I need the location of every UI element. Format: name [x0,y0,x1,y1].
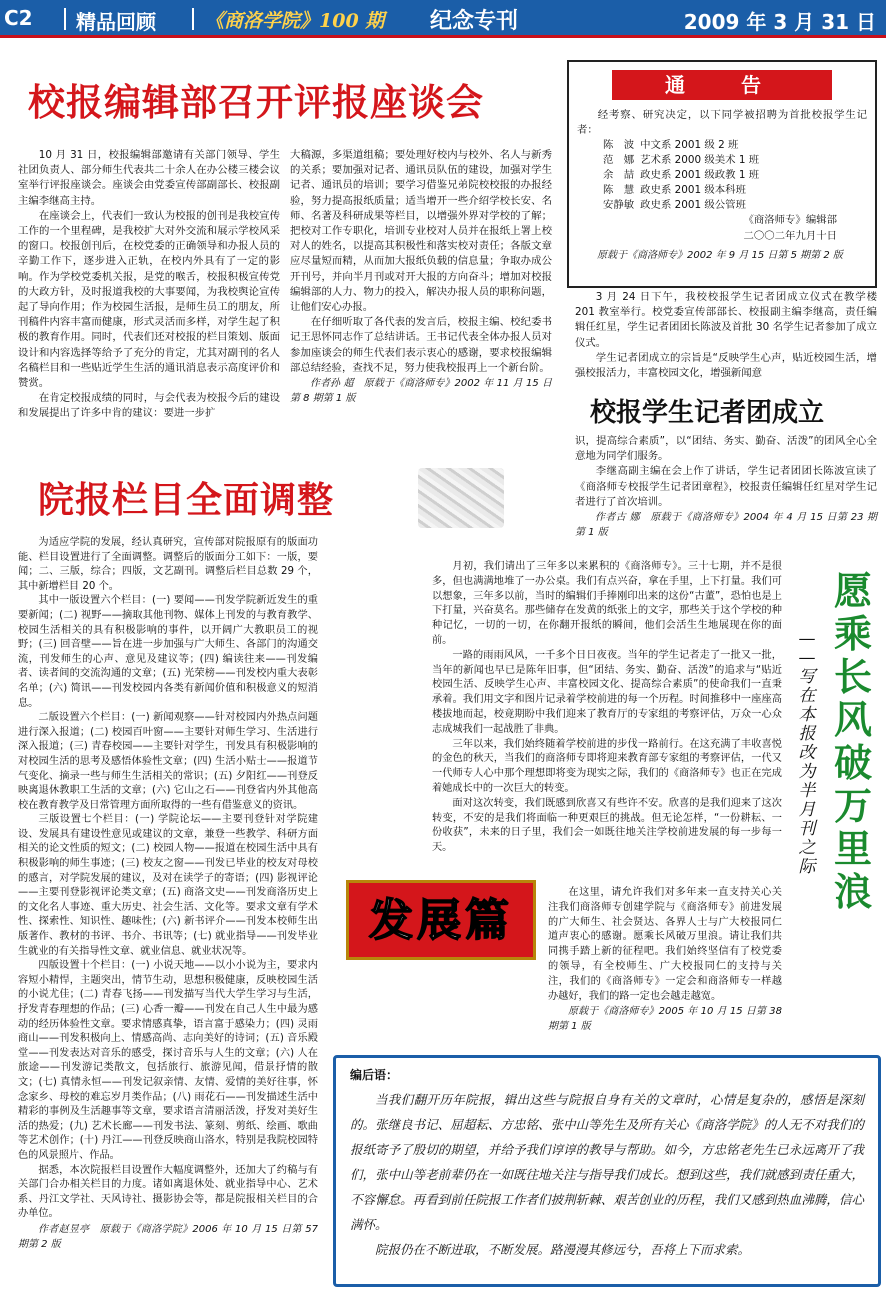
article1-para: 大稿源，多渠道组稿；要处理好校内与校外、名人与新秀的关系；要加强对记者、通讯员队伍的建设，加强对学生记者、通讯员的培训；要学习借鉴兄弟院校校报的办报经验，努力提高报纸质量；适当增开一些介绍学校长安、名师、名著及科研成果等栏目，以增强外界对学校的了解；把校对工作专职化，培训专业校对人员并在报纸上署上校对人的姓名，以提高其积极性和落实校对责任；各版文章应尽量短而精，从而加大报纸负载的信息量；争取办成公开刊号，并向半月刊或对开大报的方向奋斗；增加对校报编辑部的人力、物力的投入，解决办报人员的职称问题，让他们安心办报。 [290,149,552,314]
article4-title-char: 风 [833,698,872,742]
article1-para: 在座谈会上，代表们一致认为校报的创刊是我校宣传工作的一个里程碑，是我校扩大对外交流和展示学校风采的窗口。校报创刊后，在校党委的正确领导和办报人员的辛勤工作下，逐步进入正轨，在校内外具有了一定的影响。作为学校党委机关报，是党的喉舌，校报积极宣传党的大政方针，及时报道我校的大事要闻，为我校舆论宣传起了导向作用；作为校园生活报，是师生员工的朋友，所刊稿件内容丰富而健康，形式灵活而多样，对学生起了积极的教育作用。同时，代表们还对校报的栏目策划、版面设计和内容选择等给予了充分的肯定，尤其对副刊的名人名稿栏目和一些贴近学生生活的通讯消息表示高度评价和赞赏。 [18,209,280,390]
article4-subtitle-char: 改 [798,743,816,763]
header-divider [64,8,66,30]
article2-para: 学生记者团成立的宗旨是“反映学生心声，贴近校园生活，增强校报活力，丰富校园文化，增强新闻意 [575,351,877,380]
newspaper-photo [418,468,504,528]
notice-signer: 《商洛师专》编辑部 [743,214,837,227]
publication-name: 《商洛学院》100 期 [205,10,385,32]
article4-title-char: 破 [833,741,872,785]
article3-body [18,536,318,1252]
article4-body [432,560,782,856]
article4-subtitle-char: 际 [798,857,816,877]
article1-title: 校报编辑部召开评报座谈会 [28,81,484,124]
editor-note-box [333,1055,881,1287]
article3-para: 三版设置七个栏目：(一) 学院论坛——主要刊登针对学院建设、发展具有建设性意见或建议的文章，兼登一些教学、科研方面相关的论文性质的短文；(二) 校园人物——报道在校园生活中具有积极影响的师生事迹；(三) 校友之窗——刊发已毕业的校友对母校的感言，对学院发展的建议，及对在读学子的寄语；(四) 影视评论——主要刊登影视评论类文章；(五) 商洛文史——刊发商洛历史上的文化名人事迹、重大历史、社会生活、文化等。要求文章有学术性、探索性、知识性、趣味性；(六) 新书评介——刊发本校师生出版著作、教材的书评、书介、书讯等；(七) 就业指导——刊发毕业生就业的有关指导性文章、就业信息、就业状况等。 [18,814,318,957]
article2-top [575,290,877,381]
article3-para: 其中一版设置六个栏目：(一) 要闻——刊发学院新近发生的重要新闻；(二) 视野——摘取其他刊物、媒体上刊发的与教育教学、校园生活相关的具有积极影响的事件，以开阔广大教职员工的视野；(三) 回音壁——旨在进一步加强与广大师生、各部门的沟通交流，刊发师生的心声、意见及建议等；(四) 编读往来——刊发编者、读者间的交流沟通的文章；(五) 光荣榜——刊发校内重大表彰名单；(六) 简讯——刊发校园内各类有新闻价值和积极意义的短消息。 [18,595,318,709]
article2-title: 校报学生记者团成立 [590,398,825,428]
page-header [0,0,886,38]
article4-title-char: 愿 [833,569,872,613]
article4-subtitle-char: — [798,648,816,668]
article1-col2 [290,148,552,406]
notice-dept: 政史系 2001 级公管班 [640,199,746,212]
article1-para: 在肯定校报成绩的同时，与会代表为校报今后的建设和发展提出了许多中肯的建议：要进一步扩 [18,392,280,420]
article3-para: 二版设置六个栏目：(一) 新闻观察——针对校园内外热点问题进行深入报道；(二) 校园百叶窗——主要针对师生学习、生活进行深入报道；(三) 青春校园——主要针对学生，刊发具有积极影响的对校园生活的思考及感悟体验性文章；(四) 生活小贴士——报道节气变化、摘录一些与师生生活相关的常识；(五) 夕阳红——刊登反映离退休教职工生活的文章；(六) 它山之石——刊登省内外其他高校在教育教学及日常管理方面所取得的一些有借鉴意义的资讯。 [18,712,318,811]
article1-col1 [18,148,280,422]
article2-para: 3 月 24 日下午，我校校报学生记者团成立仪式在教学楼 201 教室举行。校党委宣传部部长、校报副主编李继高，责任编辑任红星，学生记者团团长陈波及首批 30 名学生记者参加了成立仪式。 [575,291,877,349]
notice-dept: 政史系 2001 级政教 1 班 [640,169,760,182]
article4-para: 一路的雨雨风风，一千多个日日夜夜。当年的学生记者走了一批又一批，当年的新闻也早已是陈年旧事，但“团结、务实、勤奋、活泼”的追求与“贴近校园生活、反映学生心声、丰富校园文化、提高综合素质”的使命我们一直秉承着。我们用文字和图片记录着学校前进的每一个历程。时间推移中一座座高楼拔地而起，校竟期盼中我们迎来了教育厅的专家组的考察评估，万众一心众志成城我们一起战胜了非典。 [432,649,782,735]
article4-para: 三年以来，我们始终随着学校前进的步伐一路前行。在这充满了丰收喜悦的金色的秋天，当我们的商洛师专即将迎来教育部专家组的考察评估，一代又一代师专人心中那个理想即将变为现实之际，我们的《商洛师专》也正在完成着她成长中的一次巨大的转变。 [432,738,782,794]
article4-para: 面对这次转变，我们既感到欣喜又有些许不安。欣喜的是我们迎来了这次转变，不安的是我们将面临一种更艰巨的挑战。但无论怎样，“一份耕耘、一份收获”，未来的日子里，我们会一如既往地关注学校前进发展的每一步每一天。 [432,797,782,854]
page-number: C2 [4,6,33,30]
article4-subtitle-char: 月 [798,800,816,820]
article4-subtitle-char: 之 [798,838,816,858]
editor-note-para: 当我们翻开历年院报，辑出这些与院报自身有关的文章时，心情是复杂的，感悟是深刻的。张继良书记、屈超耘、方忠铭、张中山等先生及所有关心《商洛学院》的人无不对我们的报纸寄予了殷切的期望，并给予我们谆谆的教导与帮助。如今，方忠铭老先生已永远离开了我们，张中山等老前辈仍在一如既往地关注与指导我们成长。想到这些，我们就感到责任重大，不容懈怠。再看到前任院报工作者们披荆斩棘、艰苦创业的历程，我们又感到热血沸腾，信心满怀。 [350,1092,864,1232]
notice-row [603,183,765,198]
notice-row [603,198,765,213]
article4-source: 原载于《商洛师专》2005 年 10 月 15 日第 38 期第 1 版 [548,1006,782,1033]
article4-title-char: 长 [833,655,872,699]
notice-row [603,138,765,153]
notice-date: 二〇〇二年九月十日 [743,229,837,242]
notice-name: 陈 慧 [603,184,635,197]
banner-text: 发展篇 [369,895,513,946]
editor-note-para: 院报仍在不断进取，不断发展。路漫漫其修远兮，吾将上下而求索。 [375,1242,751,1257]
article4-subtitle-char: 半 [798,781,816,801]
article4-title-char: 浪 [833,870,872,914]
article4-title-char: 里 [833,827,872,871]
article4-subtitle-char: 在 [798,686,816,706]
article4-subtitle-char: 本 [798,705,816,725]
notice-dept: 中文系 2001 级 2 班 [640,139,739,152]
article3-source: 作者赵昱亭 原载于《商洛学院》2006 年 10 月 15 日第 57 期第 2 版 [18,1223,318,1250]
notice-list [603,138,765,213]
article4-body-end [548,886,782,1034]
notice-name: 安静敏 [603,199,635,212]
article4-title-char: 乘 [833,612,872,656]
article2-source: 作者古 娜 原载于《商洛师专》2004 年 4 月 15 日第 23 期第 1 版 [575,512,877,539]
notice-title: 通 告 [612,70,832,100]
article3-para: 四版设置十个栏目：(一) 小说天地——以小小说为主，要求内容短小精悍，主题突出，情节生动，思想积极健康，反映校园生活的小说尤佳；(二) 青春飞扬——刊发描写当代大学生学习与生活，抒发青春理想的作品；(三) 心香一瓣——刊发在自己人生中最为感动的经历体验性文章。要求情感真挚，语言富于感染力；(四) 灵雨商山——刊发积极向上、情感高尚、志向美好的诗词；(五) 音乐殿堂——刊发表达对音乐的感受，探讨音乐与人生的文章；(六) 人在旅途——刊发游记类散文，包括旅行、旅游见闻，借景抒情的散文；(七) 真情永恒——刊发记叙亲情、友情、爱情的美好往事，怀念家乡、母校的难忘岁月类作品；(八) 雨花石——刊发描述生活中精彩的事例及生活趣事等文章，要求语言清丽活泼，抒发对美好生活的热爱；(九) 艺术长廊——刊发书法、篆刻、剪纸、绘画、歌曲等艺术创作；(十) 丹江——刊登反映商山洛水，特别是我院校园特色的风景照片、作品。 [18,960,318,1161]
notice-source: 原载于《商洛师专》2002 年 9 月 15 日第 5 期第 2 版 [597,249,843,261]
article4-para: 在这里，请允许我们对多年来一直支持关心关注我们商洛师专创建学院与《商洛师专》前进发展的广大师生、社会贤达、各界人士与广大校报同仁道声衷心的感谢。愿乘长风破万里浪。请让我们共同携手踏上新的征程吧。我们始终坚信有了校党委的领导，有全校师生、广大校报同仁的支持与关注，我们的《商洛师专》一定会和商洛师专一样越办越好，我们的路一定也会越走越宽。 [548,887,782,1002]
article3-para: 为适应学院的发展，经认真研究，宣传部对院报原有的版面功能、栏目设置进行了全面调整。调整后的版面分工如下：一版，要闻；二、三版，综合；四版，文艺副刊。调整后栏目总数 29 个，其中新增栏目 20 个。 [18,537,318,592]
article4-subtitle-char: — [798,629,816,649]
development-banner [346,880,536,960]
article2-para: 识，提高综合素质”，以“团结、务实、勤奋、活泼”的团风全心全意地为同学们服务。 [575,435,877,463]
article4-subtitle [796,630,818,877]
editor-note-label: 编后语： [350,1068,399,1082]
notice-dept: 政史系 2001 级本科班 [640,184,746,197]
header-divider [192,8,194,30]
notice-intro: 经考察、研究决定，以下同学被招聘为首批校报学生记者： [577,109,867,137]
article4-para: 月初，我们请出了三年多以来累积的《商洛师专》。三十七期，并不是很多，但也满满地堆了一办公桌。我们有点兴奋，拿在手里，上下打量。我们可以想象，三年多以前，当时的编辑们手捧刚印出来的这份“古董”，恐怕也是上下打量，兴奋莫名。那些储存在发黄的纸张上的文字，那些关于这个学校的种种记忆，一切的一切，在你翻开报纸的瞬间，他们会活生生地展现在你的面前。 [432,561,782,646]
article1-source: 作者孙 超 原载于《商洛师专》2002 年 11 月 15 日第 8 期第 1 版 [290,378,552,405]
special-issue-label: 纪念专刊 [430,9,519,34]
article2-bottom [575,434,877,540]
editor-note-body [350,1087,864,1262]
article3-para: 据悉，本次院报栏目设置作大幅度调整外，还加大了约稿与有关部门合办相关栏目的力度。诸如离退休处、就业指导中心、艺术系、丹江文学社、天风诗社、摄影协会等，都是院报相关栏目的合办单位。 [18,1164,318,1220]
article4-subtitle-char: 写 [798,667,816,687]
article4-title [830,570,876,914]
notice-dept: 艺术系 2000 级美术 1 班 [640,154,760,167]
article4-subtitle-char: 报 [798,724,816,744]
article1-para: 在仔细听取了各代表的发言后，校报主编、校纪委书记王思怀同志作了总结讲话。王书记代表全体办报人员对参加座谈会的师生代表们表示衷心的感谢，要求校报编辑部总结经验，查找不足，努力使我校报再上一个新台阶。 [290,316,552,374]
notice-name: 余 喆 [603,169,635,182]
section-name: 精品回顾 [76,10,156,34]
article4-subtitle-char: 为 [798,762,816,782]
notice-box [567,60,877,288]
article2-para: 李继高副主编在会上作了讲话，学生记者团团长陈波宣读了《商洛师专校报学生记者团章程》，校报责任编辑任红星对学生记者进行了首次培训。 [575,465,877,508]
article1-para: 10 月 31 日，校报编辑部邀请有关部门领导、学生社团负责人、部分师生代表共二十余人在办公楼三楼会议室举行评报座谈会。座谈会由党委宣传部副部长、校报副主编李继高主持。 [18,149,280,207]
notice-name: 范 娜 [603,154,635,167]
notice-row [603,168,765,183]
notice-name: 陈 波 [603,139,635,152]
article4-subtitle-char: 刊 [798,819,816,839]
article3-title: 院报栏目全面调整 [38,480,335,521]
notice-row [603,153,765,168]
issue-date: 2009 年 3 月 31 日 [683,10,876,34]
article4-title-char: 万 [833,784,872,828]
